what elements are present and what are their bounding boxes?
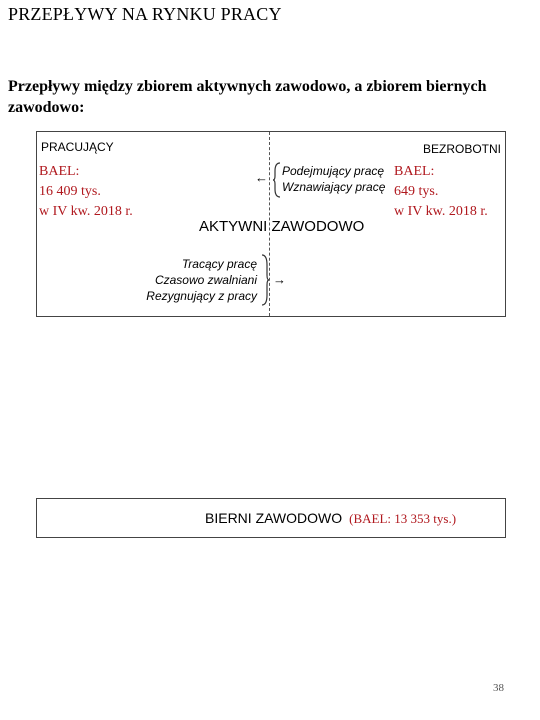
unemployed-label: BEZROBOTNI [422,142,501,156]
flow-item: Rezygnujący z pracy [146,289,257,303]
unemployed-bael-line: BAEL: [394,164,435,179]
inactive-workforce-box [36,498,506,538]
left-brace-icon [273,162,281,198]
employed-bael-stat [39,162,133,222]
arrow-left-icon: ← [255,170,268,185]
arrow-right-icon: → [273,272,286,287]
inactive-bael-stat: (BAEL: 13 353 tys.) [349,511,457,526]
employed-bael-line: 16 409 tys. [39,184,101,199]
employed-bael-line: BAEL: [39,164,80,179]
right-brace-icon [261,254,269,306]
flow-to-unemployed-list [146,256,257,304]
flow-to-employed-list [282,163,385,195]
flow-item: Podejmujący pracę [282,164,385,178]
flow-item: Tracący pracę [181,257,257,271]
flow-item: Wznawiający pracę [282,180,386,194]
slide-subtitle: Przepływy między zbiorem aktywnych zawodowo, a zbiorem biernych zawodowo: [8,78,487,116]
page-number: 38 [493,682,504,694]
inactive-label-row [205,510,456,528]
employed-bael-line: w IV kw. 2018 r. [39,204,133,219]
slide-title: PRZEPŁYWY NA RYNKU PRACY [8,4,282,24]
flow-item: Czasowo zwalniani [154,273,257,287]
unemployed-bael-line: w IV kw. 2018 r. [394,204,488,219]
active-workforce-diagram [36,131,506,317]
inactive-group-label: BIERNI ZAWODOWO [205,510,343,526]
employed-label: PRACUJĄCY [41,140,114,154]
active-group-label: AKTYWNI ZAWODOWO [199,218,365,235]
unemployed-bael-stat [394,162,488,222]
unemployed-bael-line: 649 tys. [394,184,439,199]
